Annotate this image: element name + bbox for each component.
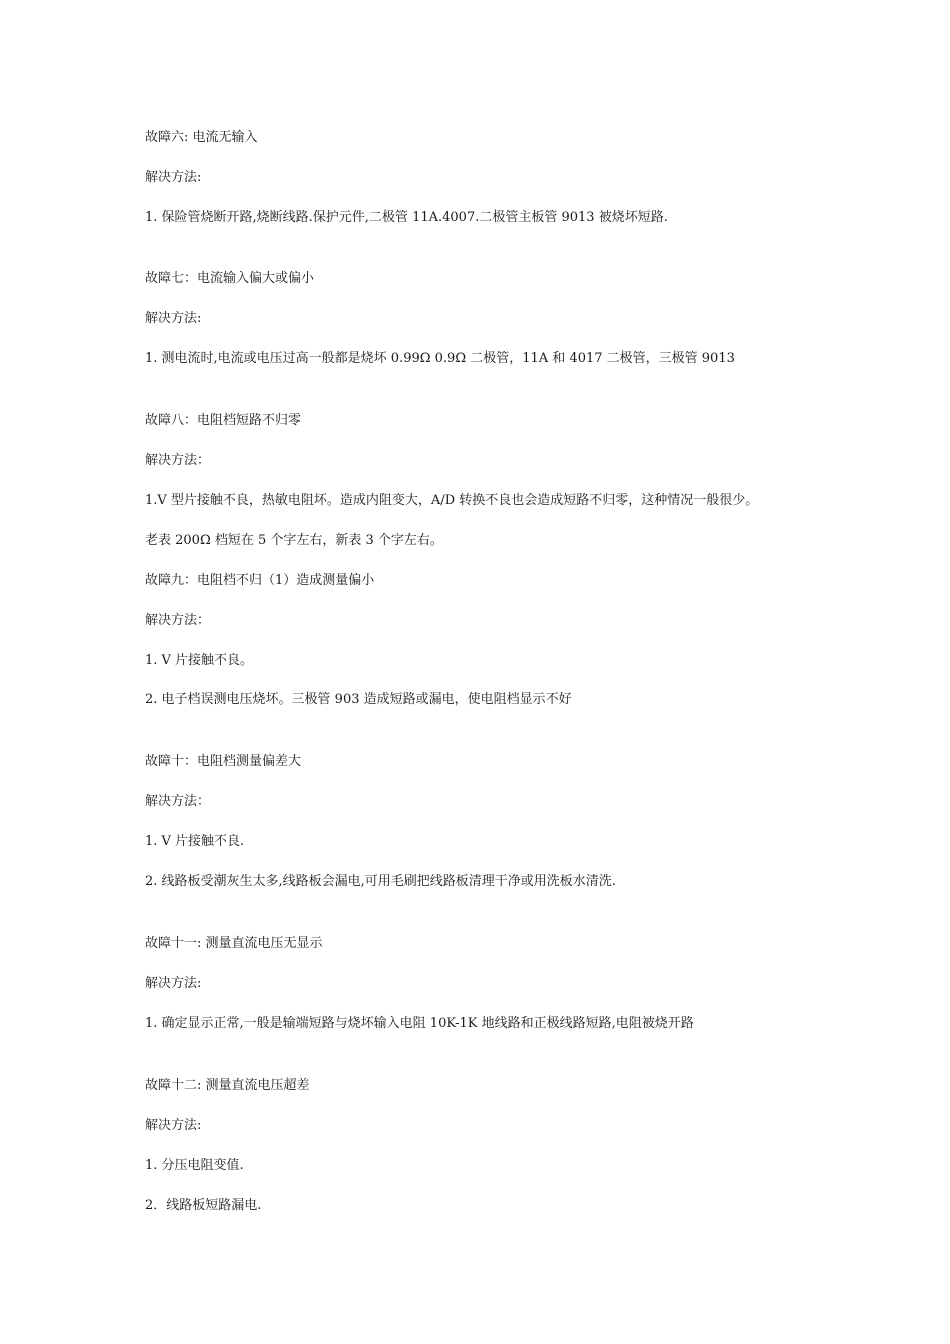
fault-12-step-2: 2．线路板短路漏电.	[145, 1198, 262, 1213]
fault-7-heading: 故障七：电流输入偏大或偏小	[145, 271, 315, 286]
fault-11-heading: 故障十一: 测量直流电压无显示	[145, 936, 323, 951]
solution-label: 解决方法:	[145, 976, 202, 991]
solution-label: 解决方法:	[145, 311, 202, 326]
fault-9-step-2: 2. 电子档误测电压烧坏。三极管 903 造成短路或漏电，使电阻档显示不好	[145, 692, 572, 707]
fault-8-heading: 故障八：电阻档短路不归零	[145, 413, 302, 428]
fault-10-heading: 故障十：电阻档测量偏差大	[145, 754, 302, 769]
fault-12-step-1: 1. 分压电阻变值.	[145, 1158, 244, 1173]
solution-label: 解决方法：	[145, 453, 211, 468]
solution-label: 解决方法:	[145, 1118, 202, 1133]
fault-11-step-1: 1. 确定显示正常,一般是输端短路与烧坏输入电阻 10K-1K 地线路和正极线路短路,电阻被烧开路	[145, 1016, 694, 1031]
fault-9-step-1: 1. V 片接触不良。	[145, 653, 254, 668]
fault-10-step-1: 1. V 片接触不良.	[145, 834, 245, 849]
fault-8-note: 老表 200Ω 档短在 5 个字左右，新表 3 个字左右。	[145, 533, 443, 548]
fault-12-heading: 故障十二: 测量直流电压超差	[145, 1078, 310, 1093]
solution-label: 解决方法：	[145, 794, 211, 809]
fault-8-step-1: 1.V 型片接触不良，热敏电阻坏。造成内阻变大，A/D 转换不良也会造成短路不归零，这种情况一般很少。	[145, 493, 759, 508]
fault-6-step-1: 1. 保险管烧断开路,烧断线路.保护元件,二极管 11A.4007.二极管主板管 9013 被烧坏短路.	[145, 210, 668, 225]
fault-6-heading: 故障六: 电流无输入	[145, 130, 258, 145]
solution-label: 解决方法:	[145, 170, 202, 185]
fault-9-heading: 故障九：电阻档不归（1）造成测量偏小	[145, 573, 375, 588]
solution-label: 解决方法：	[145, 613, 211, 628]
fault-7-step-1: 1. 测电流时,电流或电压过高一般都是烧坏 0.99Ω 0.9Ω 二极管，11A 和 4017 二极管，三极管 9013	[145, 351, 735, 366]
fault-10-step-2: 2. 线路板受潮灰生太多,线路板会漏电,可用毛刷把线路板清理干净或用洗板水清洗.	[145, 874, 616, 889]
